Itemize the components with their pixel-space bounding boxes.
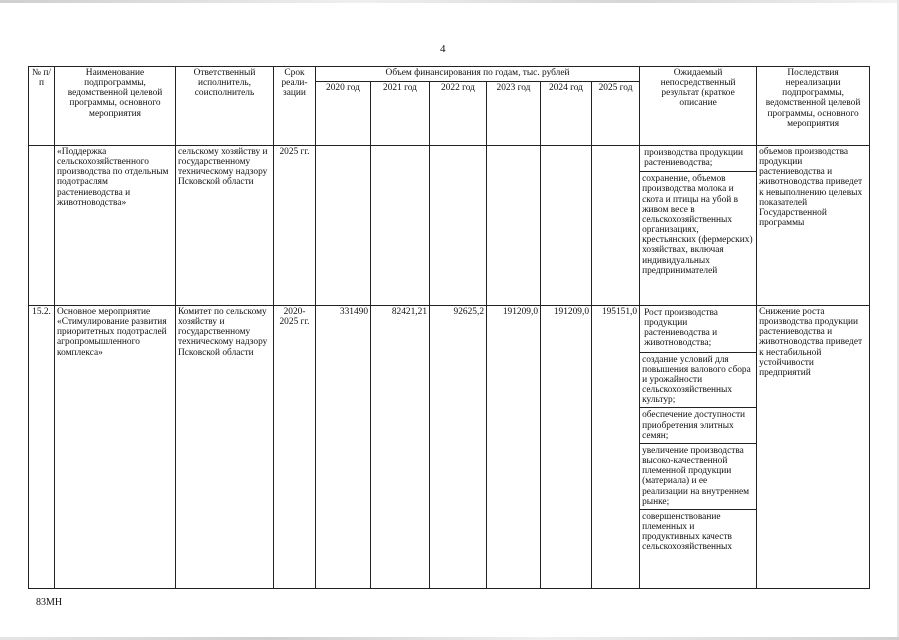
header-year: 2021 год	[371, 82, 430, 146]
row-executor: Комитет по сельскому хозяйству и государственному техническому надзору Псковской области	[176, 306, 274, 589]
row-value-2022: 92625,2	[430, 306, 487, 589]
result-item: создание условий для повышения валового сбора и урожайности сельскохозяйственных культур;	[640, 352, 756, 406]
header-funding: Объем финансирования по годам, тыс. рублей	[316, 67, 640, 82]
header-year: 2025 год	[592, 82, 640, 146]
footer-code: 83МН	[36, 597, 63, 608]
header-year: 2022 год	[430, 82, 487, 146]
row-value-2021	[371, 146, 430, 306]
header-consequences: Последствия нереализации подпрограммы, ведомственной целевой программы, основного мероприятия	[757, 67, 870, 146]
header-term: Срок реали-зации	[274, 67, 316, 146]
result-item: обеспечение доступности приобретения элитных семян;	[640, 407, 756, 440]
result-item: увеличение производства высоко-качественной племенной продукции (материала) и ее реализации на внутреннем рынке;	[640, 443, 756, 507]
header-year: 2020 год	[316, 82, 371, 146]
row-value-2020: 331490	[316, 306, 371, 589]
row-value-2025	[592, 146, 640, 306]
row-results	[640, 146, 757, 306]
row-term: 2025 гг.	[274, 146, 316, 306]
table-row	[29, 146, 870, 306]
result-item: Рост производства продукции растениеводства и животноводства;	[644, 308, 718, 349]
row-consequences: объемов производства продукции растениеводства и животноводства приведет к невыполнению целевых показателей Государственной программы	[757, 146, 870, 306]
row-name: «Поддержка сельскохозяйственного производства по отдельным подотраслям растениеводства и животноводства»	[55, 146, 176, 306]
row-value-2023: 191209,0	[487, 306, 541, 589]
header-executor: Ответственный исполнитель, соисполнитель	[176, 67, 274, 146]
page-number: 4	[440, 43, 446, 55]
header-year: 2023 год	[487, 82, 541, 146]
row-num	[29, 146, 55, 306]
scan-edge-top	[0, 0, 899, 3]
program-table	[28, 66, 870, 589]
result-item: сохранение, объемов производства молока и скота и птицы на убой в живом весе в сельскохозяйственных организациях, крестьянских (фермерских) хозяйствах, включая индивидуальных предпринимателей	[640, 171, 756, 276]
row-name: Основное мероприятие «Стимулирование развития приоритетных подотраслей агропромышленного комплекса»	[55, 306, 176, 589]
result-item: совершенствование племенных и продуктивных качеств сельскохозяйственных	[640, 509, 756, 553]
row-value-2021: 82421,21	[371, 306, 430, 589]
row-value-2024: 191209,0	[541, 306, 592, 589]
row-executor: сельскому хозяйству и государственному техническому надзору Псковской области	[176, 146, 274, 306]
row-term: 2020-2025 гг.	[274, 306, 316, 589]
row-consequences: Снижение роста производства продукции растениеводства и животноводства приведет к нестабильной устойчивости предприятий	[757, 306, 870, 589]
row-num: 15.2.	[29, 306, 55, 589]
row-value-2024	[541, 146, 592, 306]
header-year: 2024 год	[541, 82, 592, 146]
row-results	[640, 306, 757, 589]
header-num: № п/п	[29, 67, 55, 146]
row-value-2023	[487, 146, 541, 306]
row-value-2022	[430, 146, 487, 306]
header-result: Ожидаемый непосредственный результат (краткое описание	[640, 67, 757, 146]
header-name: Наименование подпрограммы, ведомственной целевой программы, основного мероприятия	[55, 67, 176, 146]
result-item: производства продукции растениеводства;	[644, 148, 743, 169]
table-row	[29, 306, 870, 589]
row-value-2025: 195151,0	[592, 306, 640, 589]
row-value-2020	[316, 146, 371, 306]
